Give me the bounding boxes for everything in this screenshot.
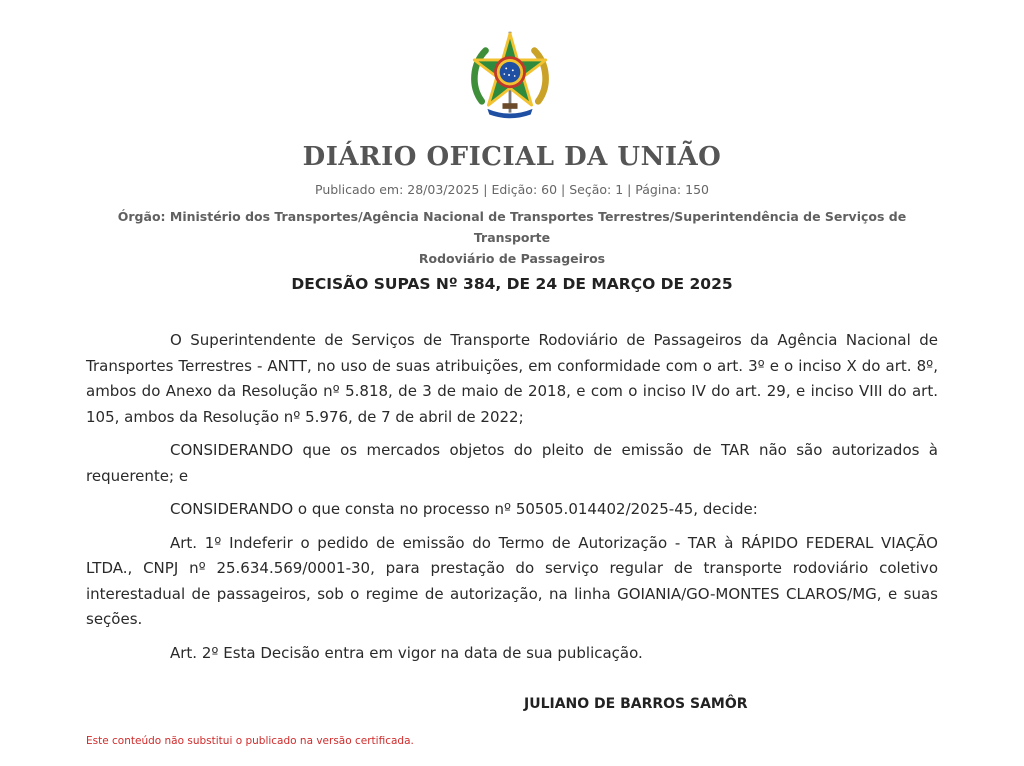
signatory-name: JULIANO DE BARROS SAMÔR [524,696,748,712]
certification-disclaimer: Este conteúdo não substitui o publicado na versão certificada. [86,735,414,747]
publication-info: Publicado em: 28/03/2025 | Edição: 60 | Seção: 1 | Página: 150 [315,182,709,197]
considering-paragraph: CONSIDERANDO o que consta no processo nº 50505.014402/2025-45, decide: [170,500,758,518]
issuing-organ-line: Rodoviário de Passageiros [418,251,606,266]
issuing-organ [100,206,924,269]
decision-title: DECISÃO SUPAS Nº 384, DE 24 DE MARÇO DE 2025 [291,275,733,293]
coat-of-arms-icon [463,28,557,122]
decision-body [86,328,938,674]
considering-paragraph: CONSIDERANDO que os mercados objetos do pleito de emissão de TAR não são autorizados à requerente; e [86,441,938,485]
issuing-organ-line: Órgão: Ministério dos Transportes/Agência Nacional de Transportes Terrestres/Superintendência de Serviços de Transporte [117,209,907,245]
article-paragraph: Art. 2º Esta Decisão entra em vigor na data de sua publicação. [170,643,643,662]
gazette-title: DIÁRIO OFICIAL DA UNIÃO [302,142,722,172]
preamble-paragraph: O Superintendente de Serviços de Transporte Rodoviário de Passageiros da Agência Nacional de Transportes Terrestres - ANTT, no uso de suas atribuições, em conformidade com o art. 3º e o inciso X do art. 8º, ambos do Anexo da Resolução nº 5.818, de 3 de maio de 2018, e com o inciso IV do art. 29, e inciso VIII do art. 105, ambos da Resolução nº 5.976, de 7 de abril de 2022; [86,331,938,426]
article-paragraph: Art. 1º Indeferir o pedido de emissão do Termo de Autorização - TAR à RÁPIDO FEDERAL VIAÇÃO LTDA., CNPJ nº 25.634.569/0001-30, para prestação do serviço regular de transporte rodoviário coletivo interestadual de passageiros, sob o regime de autorização, na linha GOIANIA/GO-MONTES CLAROS/MG, e suas seções. [86,533,938,628]
